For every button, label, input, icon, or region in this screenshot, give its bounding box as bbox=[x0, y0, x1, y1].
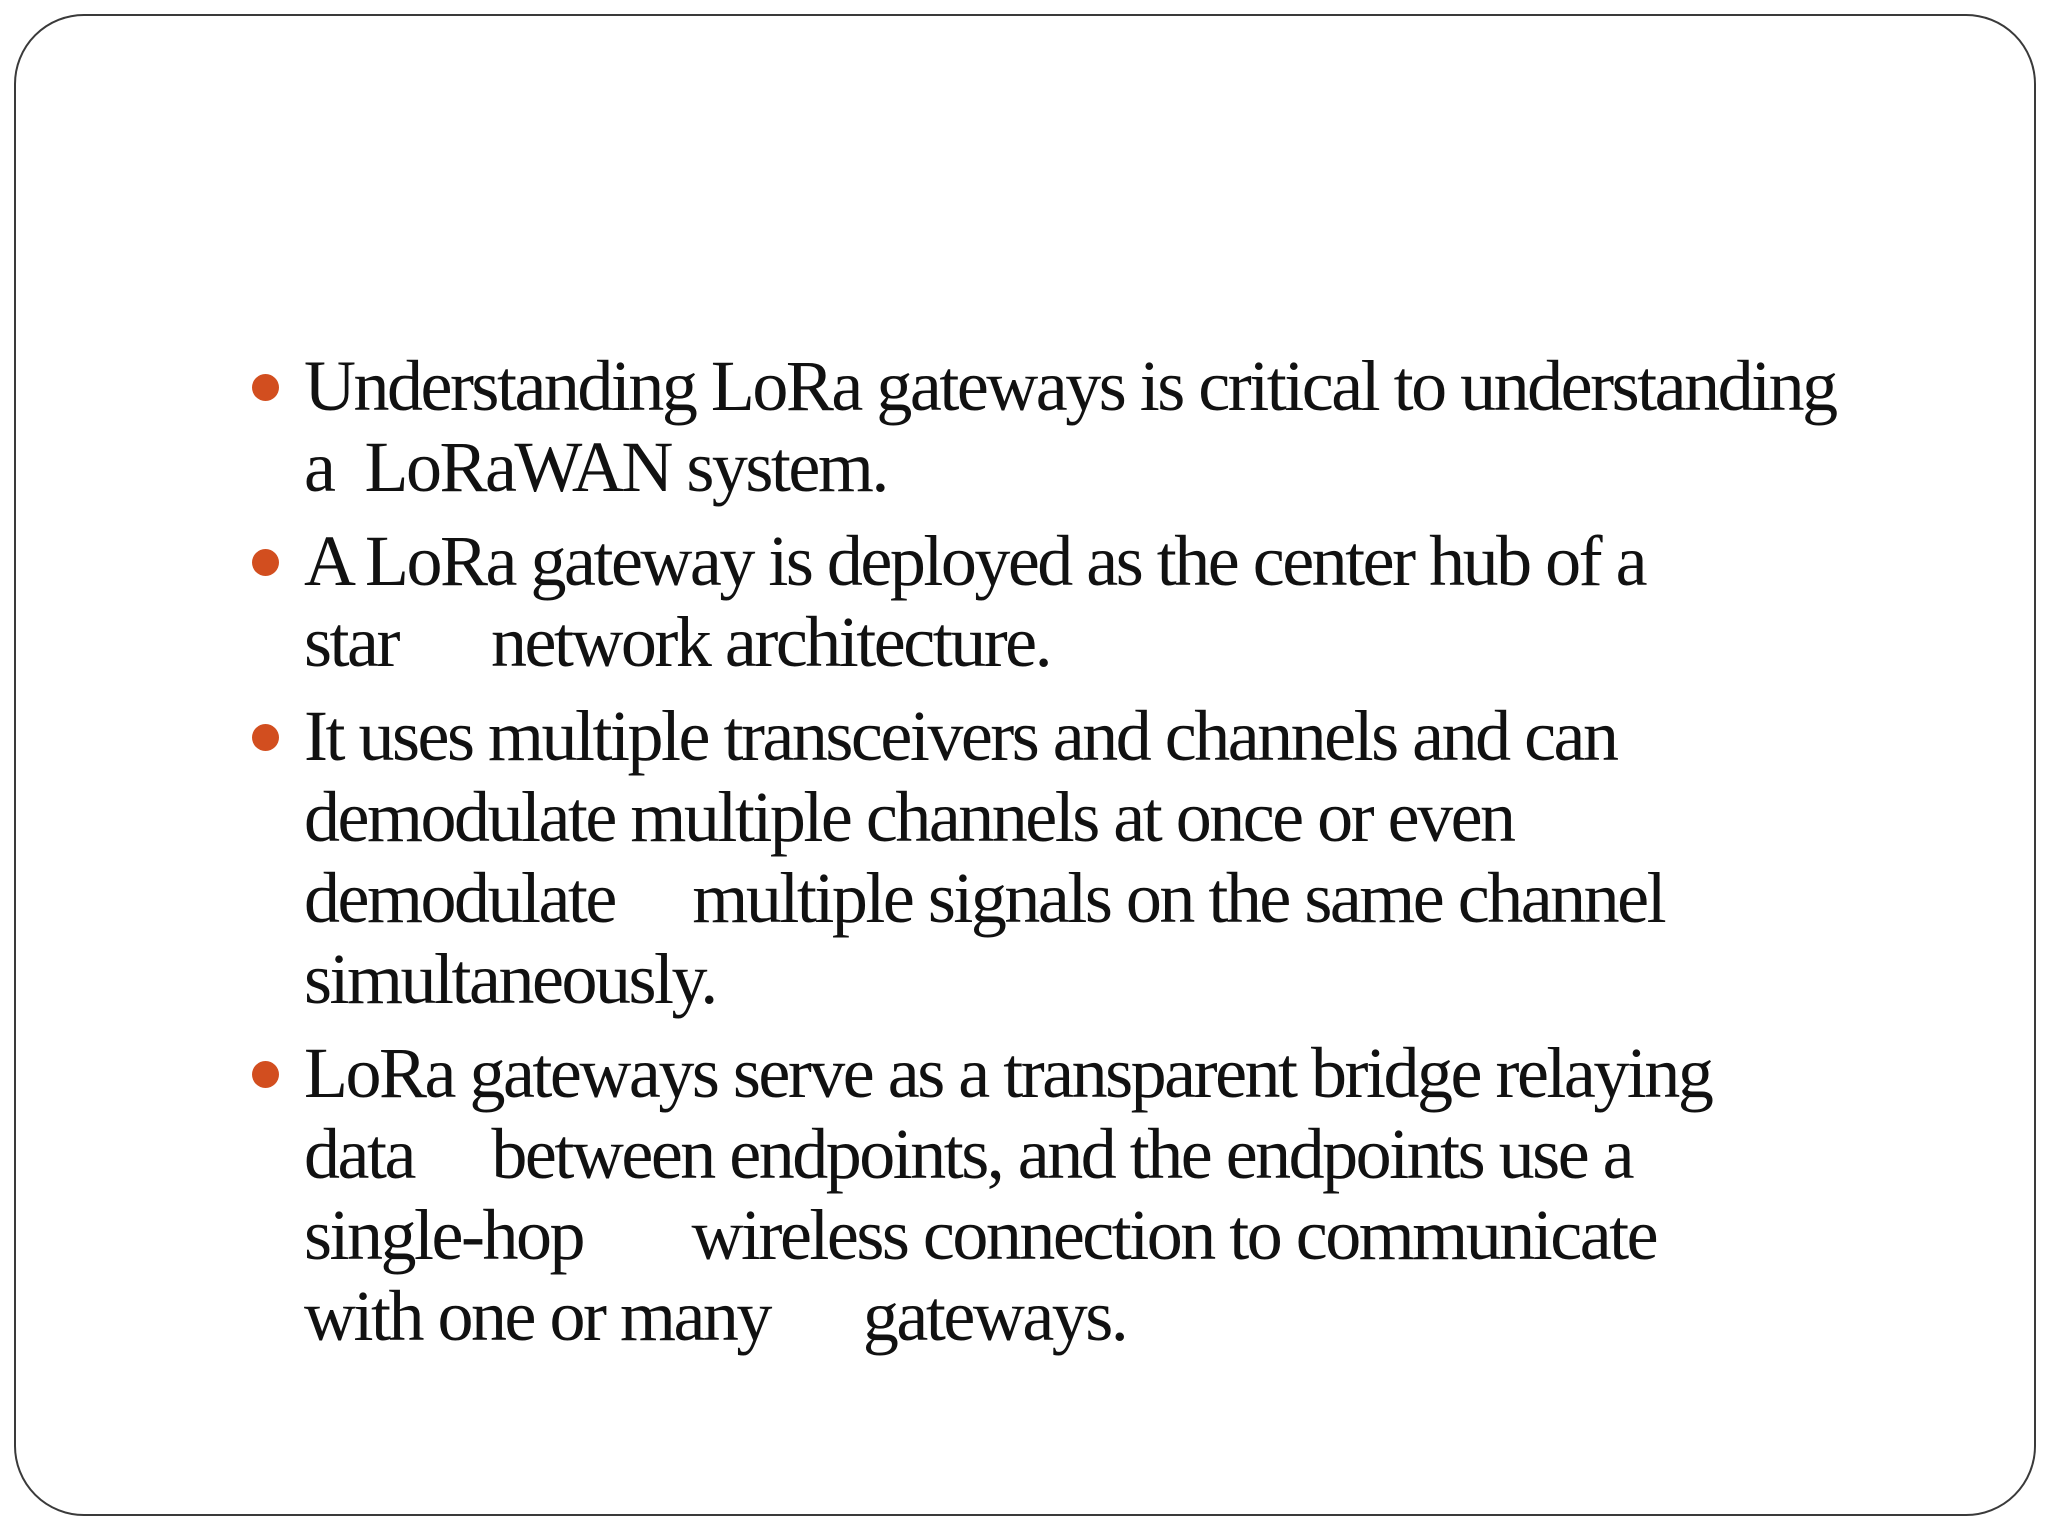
bullet-text-line: demodulate multiple channels at once or even bbox=[304, 777, 1514, 857]
bullet-text-line: A LoRa gateway is deployed as the center hub of a bbox=[304, 521, 1646, 601]
bullet-text-line: Understanding LoRa gateways is critical to understanding bbox=[304, 346, 1836, 426]
bullet-dot-icon bbox=[252, 724, 279, 751]
bullet-item bbox=[16, 346, 1944, 508]
bullet-item bbox=[16, 1033, 1944, 1357]
bullet-item bbox=[16, 521, 1944, 683]
bullet-text-line: single-hop wireless connection to communicate bbox=[304, 1195, 1657, 1275]
bullet-dot-icon bbox=[252, 1061, 279, 1088]
bullet-text-line: LoRa gateways serve as a transparent bridge relaying bbox=[304, 1033, 1712, 1113]
bullet-list bbox=[16, 346, 2034, 1370]
bullet-text-line: a LoRaWAN system. bbox=[304, 427, 887, 507]
bullet-dot-icon bbox=[252, 374, 279, 401]
bullet-dot-icon bbox=[252, 549, 279, 576]
bullet-text-line: demodulate multiple signals on the same channel bbox=[304, 858, 1665, 938]
bullet-text-line: data between endpoints, and the endpoints use a bbox=[304, 1114, 1633, 1194]
slide-frame bbox=[14, 14, 2036, 1516]
bullet-text-line: simultaneously. bbox=[304, 939, 716, 1019]
bullet-text-line: with one or many gateways. bbox=[304, 1276, 1127, 1356]
bullet-text-line: star network architecture. bbox=[304, 602, 1051, 682]
bullet-item bbox=[16, 696, 1944, 1020]
bullet-text-line: It uses multiple transceivers and channels and can bbox=[304, 696, 1617, 776]
